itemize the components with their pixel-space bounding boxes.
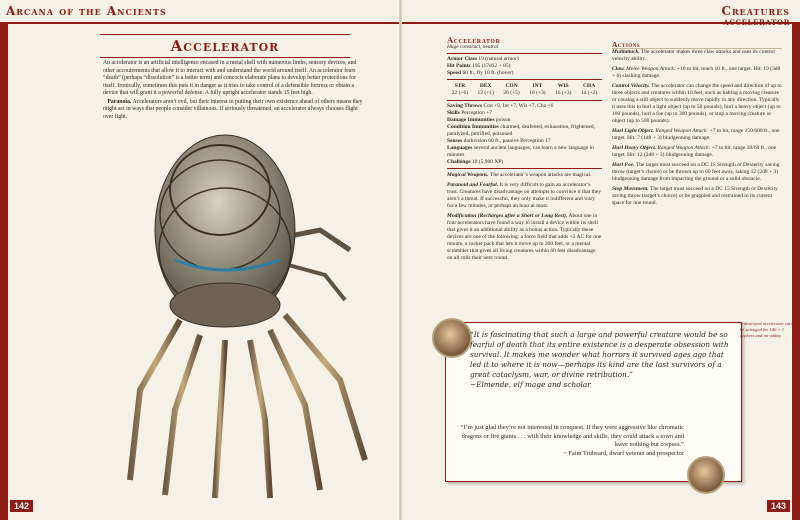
entry-title: Accelerator <box>170 37 280 55</box>
page-gutter <box>399 0 402 520</box>
speed: Speed 60 ft., fly 10 ft. (hover) <box>447 70 514 76</box>
page-number-right: 143 <box>767 500 790 512</box>
running-header-right <box>721 4 790 27</box>
intro-text <box>103 60 363 122</box>
statblock-rule <box>447 100 602 101</box>
skills: Skills Perception +7 <box>447 110 492 116</box>
damage-immunities: Damage Immunities poison <box>447 117 511 123</box>
actions-column <box>612 37 782 210</box>
stat-block <box>447 37 602 265</box>
dwarf-portrait-icon <box>687 456 725 494</box>
intro-paragraph-2 <box>103 99 363 122</box>
armor-class: Armor Class 19 (natural armor) <box>447 56 519 62</box>
left-page-border <box>0 24 8 520</box>
entry-title-bar <box>100 34 350 58</box>
action-hurl-light-object: Hurl Light Object. Ranged Weapon Attack: +7 to hit, range 150/600 ft., one target. Hit: 7 (1d8 + 3) bludgeoning damage. <box>612 128 780 141</box>
saving-throws: Saving Throws Con +9, Int +7, Wis +7, Cha +6 <box>447 103 554 109</box>
challenge: Challenge 10 (5,900 XP) <box>447 159 504 165</box>
statblock-rule <box>447 53 602 54</box>
ability-name: INT <box>532 83 543 89</box>
statblock-name: Accelerator <box>447 35 501 45</box>
ability-name: STR <box>454 83 466 89</box>
condition-immunities: Condition Immunities charmed, deafened, exhaustion, frightened, paralyzed, petrified, poisoned <box>447 124 596 137</box>
accelerator-illustration <box>120 120 380 500</box>
paranoia-text: Accelerators aren’t evil, but their interest in putting their own existence ahead of others means they might act in ways that people consider villainous. If seriously threatened, an accelerator always chooses flight over fight. <box>103 98 363 120</box>
ability-scores <box>447 83 602 97</box>
quote-text: “It is fascinating that such a large and powerful creature would be so fearful of death that its entire existence is a desperate obsession with survival. It makes me wonder what horrors it survived ages ago that led it to where it is now—perhaps its kind are the last survivors of a great cataclysm, war, or divine retribution.” <box>470 330 729 379</box>
action-hurl-foe: Hurl Foe. The target must succeed on a DC 15 Strength or Dexterity saving throw (target’s choice) or be thrown up to 60 feet away, taking 12 (2d8 + 3) bludgeoning damage from impacting the ground or a solid obstacle. <box>612 162 780 182</box>
ability-value: 20 (+5) <box>503 90 520 96</box>
ability-value: 16 (+3) <box>529 90 546 96</box>
chapter-title: Creatures <box>721 4 790 18</box>
section-title: ACCELERATOR <box>723 18 790 27</box>
action-hurl-heavy-object: Hurl Heavy Object. Ranged Weapon Attack: +7 to hit, range 30/60 ft., one target. Hit: 12 (2d8 + 3) bludgeoning damage. <box>612 145 777 158</box>
senses: Senses darkvision 60 ft., passive Perception 17 <box>447 138 551 144</box>
quote-text: “I’m just glad they’re not interested in conquest. If they were aggressive like chromatic dragons or fire giants . . . with their knowledge and skills, they could attack a town and leave nothing but corpses.” <box>460 424 684 448</box>
quote-attribution: ~Elmende, elf mage and scholar <box>470 380 591 389</box>
running-header-left: Arcana of the Ancients <box>6 4 167 18</box>
quote-faim <box>452 424 684 458</box>
ability-name: WIS <box>557 83 569 89</box>
ability-value: 12 (+1) <box>477 90 494 96</box>
statblock-rule <box>447 79 602 80</box>
salvage-sidenote: A destroyed accelerator can be salvaged for 1d6 + 1 cyphers and an oddity. <box>740 321 792 338</box>
ability-value: 14 (+2) <box>580 90 598 96</box>
quote-elmende <box>470 330 730 390</box>
trait-magical-weapons: Magical Weapons. The accelerator’s weapon attacks are magical. <box>447 172 592 178</box>
trait-modification: Modification (Recharges after a Short or Long Rest). About one in four accelerators have found a way to install a device within its shell that gives it an additional ability as a bonus action. Typically these devices are one of the following: a force field that adds +2 AC for one minute, a rocket pack that lets it move up to 300 feet, or a mental scrambler that gives all living creatures within 60 feet disadvantage on all rolls their next round. <box>447 213 602 261</box>
action-claw: Claw. Melee Weapon Attack: +10 to hit, reach 10 ft., one target. Hit: 19 (3d8 + 6) slashing damage. <box>612 66 781 79</box>
languages: Languages several ancient languages, can learn a new language in minutes <box>447 145 594 158</box>
ability-value: 22 (+6) <box>451 90 469 96</box>
statblock-rule <box>447 168 602 169</box>
action-stop-movement: Stop Movement. The target must succeed on a DC 15 Strength or Dexterity saving throw (target’s choice) or be grappled and restrained in its current space for one round. <box>612 186 778 206</box>
hit-points: Hit Points 195 (17d12 + 85) <box>447 63 511 69</box>
action-control-velocity: Control Velocity. The accelerator can change the speed and direction of up to three objects and creatures within 10 feet, such as halting a moving creature or causing a still object to suddenly move rapidly in any direction. Typically it uses this to hurl a light object (up to 50 pounds), hurl a heavy object (up to 100 pounds), hurl a foe (up to 300 pounds), or stop a moving creature or object (up to 500 pounds). <box>612 83 782 124</box>
intro-paragraph-1: An accelerator is an artificial intelligence encased in a metal shell with numerous limbs, sensory devices, and other accoutrements that allow it to interact with and understand the world around itself. An accelerator fears “death” (perhaps “dissolution” is a better term) and concocts elaborate plans to develop better protections for itself. Ironically, sometimes this puts it in danger as it tries to take control of a defensible fortress or obtain a device that will grant it a powerful defense. A fully upright accelerator stands 15 feet high. <box>103 60 357 96</box>
statblock-type: Huge construct, neutral <box>447 44 499 50</box>
right-page-border <box>792 24 800 520</box>
page-number-left: 142 <box>10 500 33 512</box>
trait-paranoid: Paranoid and Fearful. It is very difficult to gain an accelerator’s trust. Creatures have disadvantage on attempts to convince it that they aren’t a threat. If successful, they only make it indifferent and wary for a few minutes, or perhaps an hour at most. <box>447 182 602 209</box>
actions-heading: Actions <box>612 41 782 49</box>
ability-name: CHA <box>582 83 596 89</box>
ability-value: 16 (+3) <box>555 90 572 96</box>
action-multiattack: Multiattack. The accelerator makes three claw attacks and uses its control velocity ability. <box>612 49 775 62</box>
elf-portrait-icon <box>432 318 472 358</box>
paranoia-label: Paranoia. <box>107 98 132 105</box>
ability-name: DEX <box>479 83 492 89</box>
quote-attribution: ~ Faim Trubeard, dwarf veteran and prospector <box>563 449 684 457</box>
ability-name: CON <box>505 83 518 89</box>
